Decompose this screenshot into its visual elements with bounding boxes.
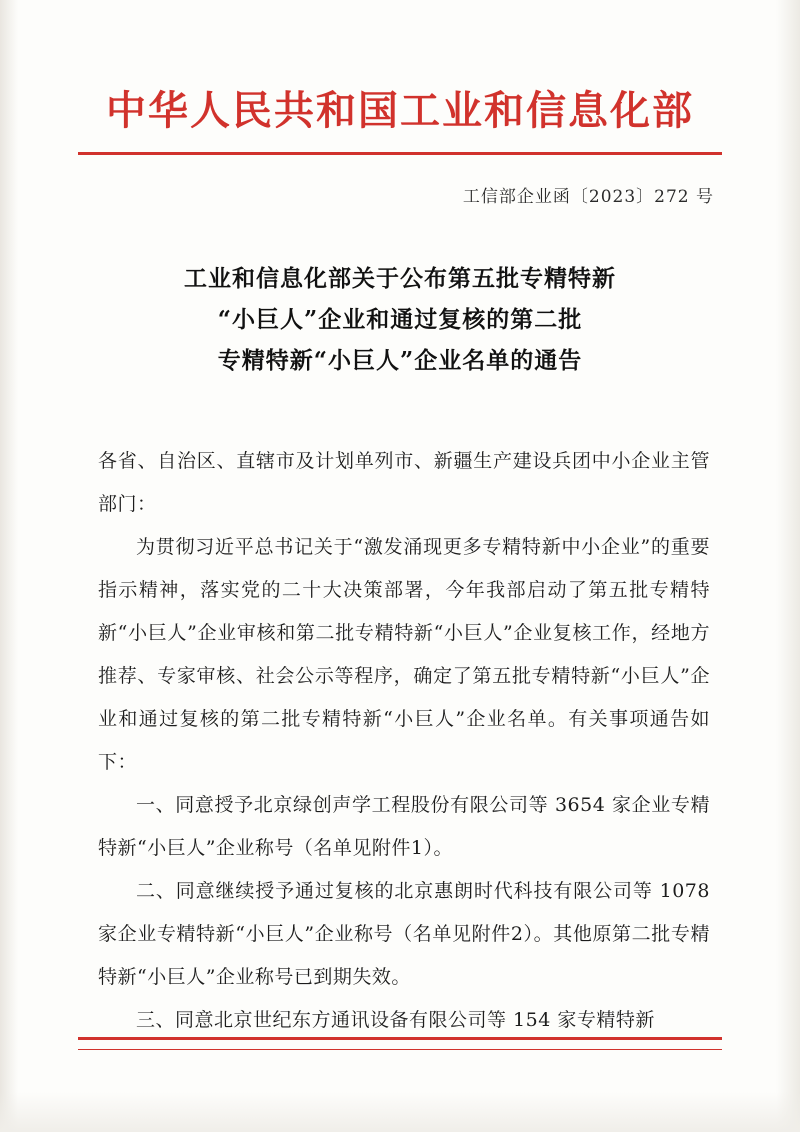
- footer-divider-rule-bottom: [78, 1049, 722, 1050]
- document-title-line-1: 工业和信息化部关于公布第五批专精特新: [184, 265, 616, 292]
- paragraph-preamble: 为贯彻习近平总书记关于“激发涌现更多专精特新中小企业”的重要指示精神，落实党的二十大决策部署，今年我部启动了第五批专精特新“小巨人”企业审核和第二批专精特新“小巨人”企业复核工作，经地方推荐、专家审核、社会公示等程序，确定了第五批专精特新“小巨人”企业和通过复核的第二批专精特新“小巨人”企业名单。有关事项通告如下：: [98, 536, 710, 773]
- document-number: 工信部企业函〔2023〕272 号: [462, 187, 714, 207]
- document-content: [98, 440, 710, 1042]
- paragraph-item-3: 三、同意北京世纪东方通讯设备有限公司等 154 家专精特新: [136, 1009, 655, 1031]
- masthead-divider-rule: [78, 152, 722, 155]
- footer-divider-rule-top: [78, 1037, 722, 1040]
- document-title-line-2: “小巨人”企业和通过复核的第二批: [217, 306, 583, 333]
- paragraph-addressee: 各省、自治区、直辖市及计划单列市、新疆生产建设兵团中小企业主管部门：: [98, 450, 710, 515]
- document-title-line-3: 专精特新“小巨人”企业名单的通告: [217, 347, 583, 374]
- document-title: [100, 258, 700, 381]
- paragraph-item-2: 二、同意继续授予通过复核的北京惠朗时代科技有限公司等 1078 家企业专精特新“小巨人”企业称号（名单见附件2）。其他原第二批专精特新“小巨人”企业称号已到期失效。: [98, 880, 710, 988]
- masthead: [0, 88, 800, 134]
- paragraph-item-1: 一、同意授予北京绿创声学工程股份有限公司等 3654 家企业专精特新“小巨人”企业称号（名单见附件1）。: [98, 794, 710, 859]
- issuing-authority-title: 中华人民共和国工业和信息化部: [106, 87, 694, 134]
